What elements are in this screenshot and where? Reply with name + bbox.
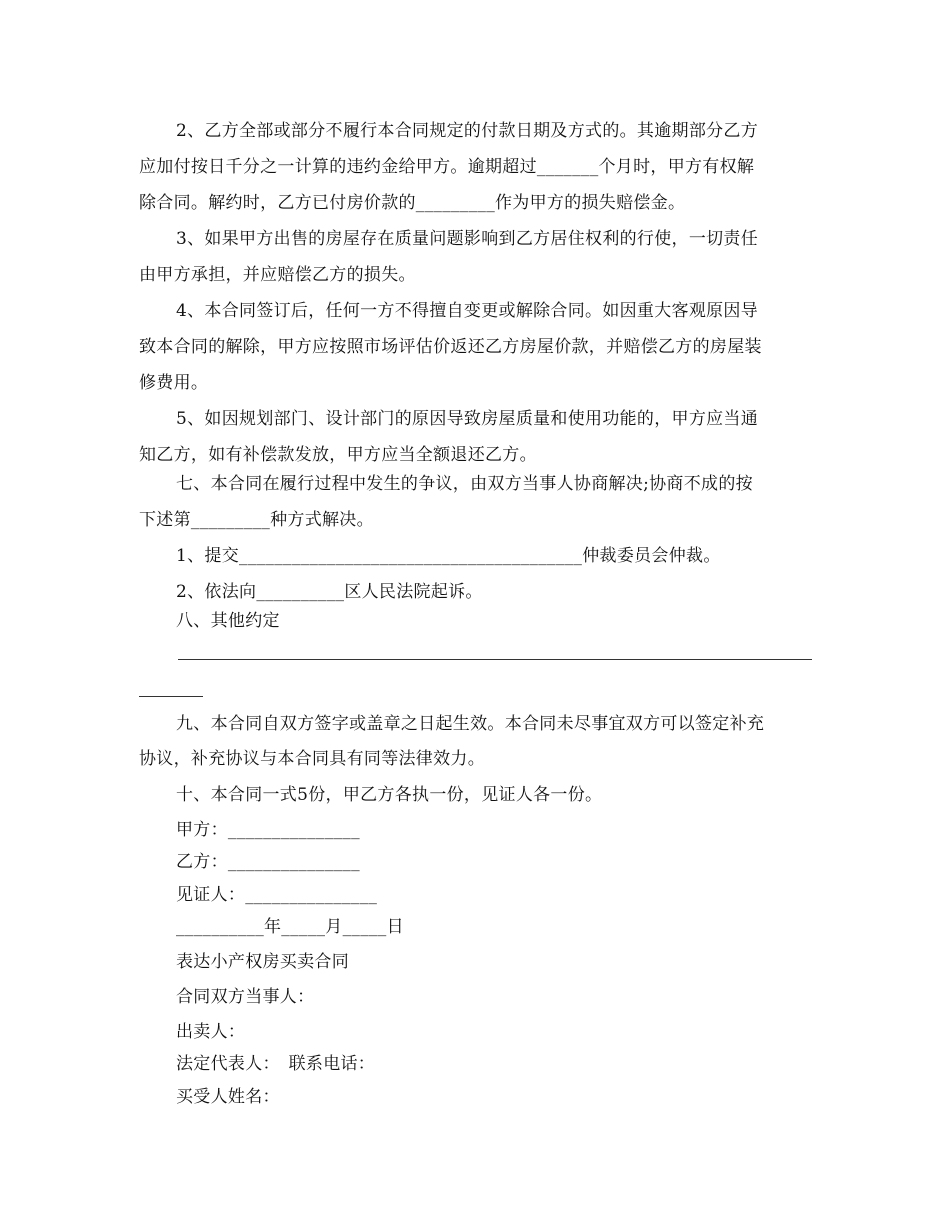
paragraph-line: 由甲方承担，并应赔偿乙方的损失。 <box>139 265 416 285</box>
blank-fill-line-continued <box>139 696 203 697</box>
paragraph-line: 七、本合同在履行过程中发生的争议，由双方当事人协商解决;协商不成的按 <box>176 474 753 494</box>
section-title: 表达小产权房买卖合同 <box>176 952 349 972</box>
paragraph-line: 2、依法向__________区人民法院起诉。 <box>176 582 483 602</box>
paragraph-line: 合同双方当事人： <box>176 987 315 1007</box>
paragraph-line: 九、本合同自双方签字或盖章之日起生效。本合同未尽事宜双方可以签定补充 <box>176 714 765 734</box>
paragraph-line: 1、提交_______________________________________仲裁委员会仲裁。 <box>176 546 721 566</box>
paragraph-line: 修费用。 <box>139 373 209 393</box>
paragraph-line: 下述第_________种方式解决。 <box>139 510 374 530</box>
paragraph-line: 出卖人： <box>176 1022 246 1042</box>
paragraph-line: 4、本合同签订后，任何一方不得擅自变更或解除合同。如因重大客观原因导 <box>176 301 759 321</box>
signature-line-witness: 见证人：_______________ <box>176 885 378 905</box>
signature-line-party-b: 乙方：_______________ <box>176 852 360 872</box>
paragraph-line: 5、如因规划部门、设计部门的原因导致房屋质量和使用功能的，甲方应当通 <box>176 409 759 429</box>
paragraph-line: 法定代表人： 联系电话： <box>176 1054 376 1074</box>
signature-line-party-a: 甲方：_______________ <box>176 820 360 840</box>
date-line: __________年_____月_____日 <box>176 917 404 937</box>
paragraph-line: 十、本合同一式5份，甲乙方各执一份，见证人各一份。 <box>176 785 603 805</box>
paragraph-line: 知乙方，如有补偿款发放，甲方应当全额退还乙方。 <box>139 445 537 465</box>
paragraph-line: 协议，补充协议与本合同具有同等法律效力。 <box>139 749 485 769</box>
blank-fill-line <box>178 659 812 660</box>
paragraph-line: 致本合同的解除，甲方应按照市场评估价返还乙方房屋价款，并赔偿乙方的房屋装 <box>139 337 762 357</box>
paragraph-line: 买受人姓名： <box>176 1087 280 1107</box>
paragraph-line: 八、其他约定 <box>176 611 280 631</box>
paragraph-line: 3、如果甲方出售的房屋存在质量问题影响到乙方居住权利的行使，一切责任 <box>176 229 759 249</box>
paragraph-line: 应加付按日千分之一计算的违约金给甲方。逾期超过_______个月时，甲方有权解 <box>139 157 755 177</box>
paragraph-line: 除合同。解约时，乙方已付房价款的_________作为甲方的损失赔偿金。 <box>139 193 686 213</box>
paragraph-line: 2、乙方全部或部分不履行本合同规定的付款日期及方式的。其逾期部分乙方 <box>176 121 759 141</box>
